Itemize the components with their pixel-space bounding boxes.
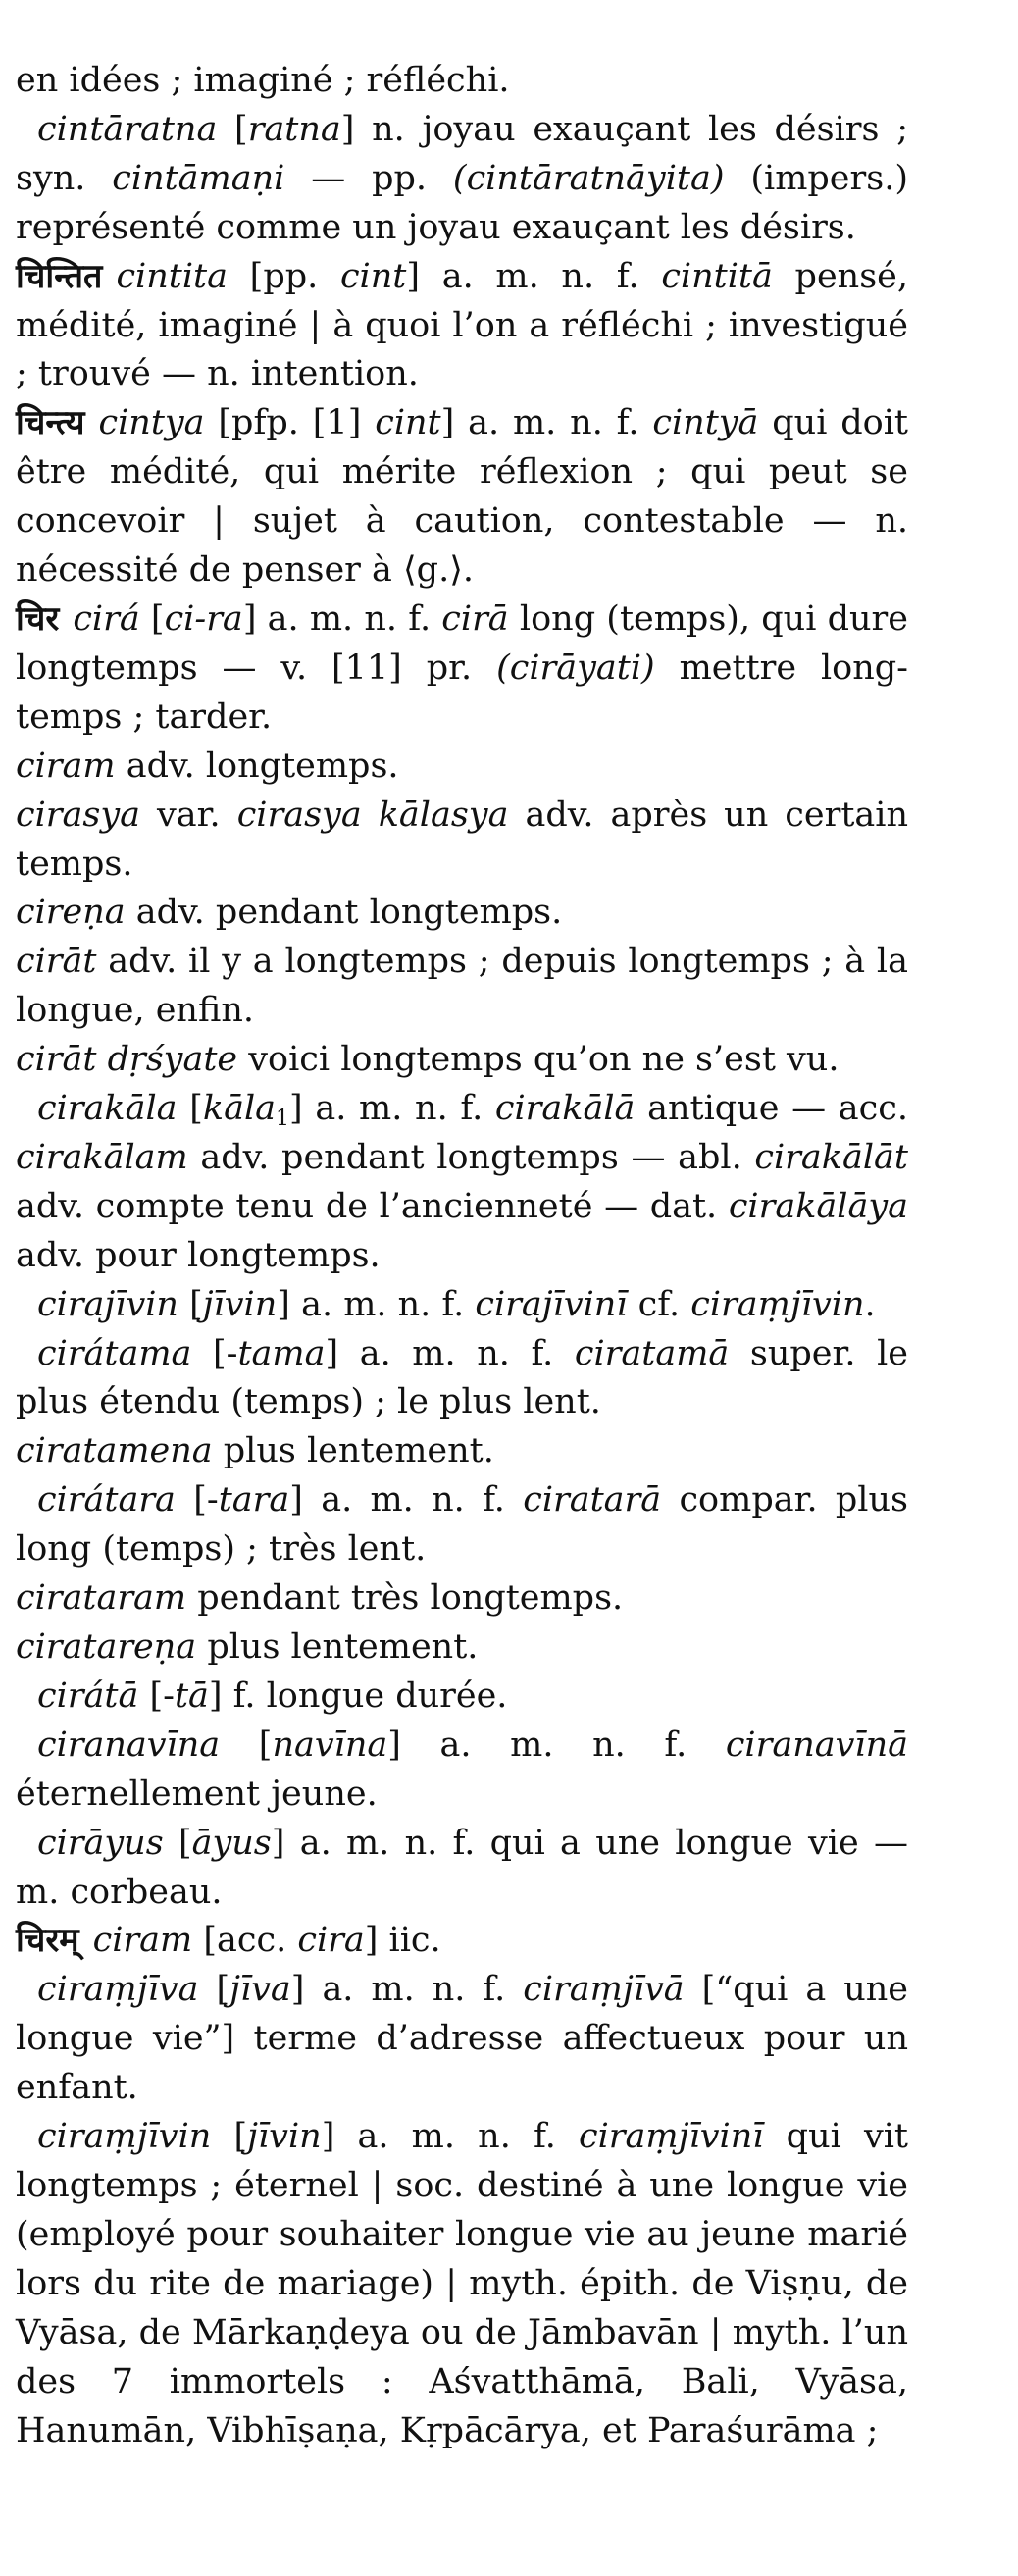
italic-term: cirakāla [37, 1089, 178, 1129]
dictionary-entry [16, 1036, 908, 1085]
text-run: [pfp. [1] [204, 403, 376, 443]
text-run: ] a. m. n. f. [277, 1284, 476, 1324]
italic-term: ciraṃjīvin [690, 1284, 865, 1324]
italic-term: cirā [441, 598, 509, 639]
text-run: plus lentement. [196, 1627, 479, 1667]
text-run: [ [178, 1284, 203, 1324]
text-run: ] a. m. n. f. [440, 403, 653, 443]
italic-term: cirasya [16, 795, 140, 835]
text-run: ] n. joyau exauçant les désirs ; syn. [16, 109, 908, 198]
italic-term: jīvin [202, 1284, 278, 1324]
text-run: super. le plus étendu (temps) ; le plus lent. [16, 1333, 909, 1422]
italic-term: cint [339, 256, 407, 296]
italic-term: ciram [92, 1921, 193, 1961]
italic-term: cirataram [16, 1578, 187, 1619]
dictionary-entry [16, 1427, 908, 1476]
text-run: [acc. [192, 1921, 298, 1961]
text-run: pensé, médité, imaginé | à quoi l’on a réfléchi ; investigué ; trouvé — n. intention. [16, 256, 908, 394]
italic-term: cirāt [16, 942, 97, 982]
subscript-index: 1 [276, 1107, 290, 1132]
italic-term: cirasya kālasya [236, 795, 509, 835]
italic-term: cirakālam [16, 1137, 188, 1177]
text-run: adv. pour longtemps. [16, 1235, 381, 1275]
text-run: adv. longtemps. [115, 746, 399, 786]
dictionary-entry [16, 1574, 908, 1623]
dictionary-entry [16, 253, 908, 400]
text-run: ] a. m. n. f. [290, 1970, 524, 2010]
devanagari-headword: चिर [16, 598, 60, 639]
italic-term: cintya [98, 403, 205, 443]
dictionary-entry [16, 743, 908, 792]
dictionary-entry [16, 1966, 908, 2113]
dictionary-entry [16, 1085, 908, 1281]
text-run: adv. il y a longtemps ; depuis longtemps ; à la longue, enfin. [16, 942, 908, 1031]
text-run: [pp. [227, 256, 340, 296]
italic-term: ciratarā [523, 1480, 662, 1520]
text-run: adv. compte tenu de l’ancienneté — dat. [16, 1186, 729, 1226]
text-run: [- [138, 1675, 175, 1716]
italic-term: cirátama [37, 1333, 192, 1373]
text-run: ] a. m. n. f. [289, 1089, 495, 1129]
italic-term: ci-ra [164, 598, 243, 639]
italic-term: āyus [191, 1823, 272, 1863]
text-run: [ [217, 109, 248, 149]
italic-term: cirāyus [37, 1823, 164, 1863]
italic-term: cireṇa [16, 893, 126, 933]
italic-term: ciraṃjīvinī [578, 2117, 764, 2157]
italic-term: cintyā [652, 403, 759, 443]
text-run: compar. plus long (temps) ; très lent. [16, 1480, 909, 1570]
text-run: ] a. m. n. f. [325, 1333, 575, 1373]
italic-term: cirakālāya [728, 1186, 908, 1226]
italic-term: ciraṃjīvā [523, 1970, 685, 2010]
dictionary-entry [16, 1281, 908, 1330]
italic-term: cintāmaṇi [112, 158, 285, 198]
text-run: [ [177, 1089, 203, 1129]
text-run: — pp. [284, 158, 453, 198]
italic-term: cirajīvinī [475, 1284, 628, 1324]
text-run: (impers.) représenté comme un joyau exauçant les désirs. [16, 158, 908, 247]
dictionary-entry [16, 106, 908, 253]
text-run: [- [191, 1333, 238, 1373]
italic-term: ciratamā [574, 1333, 730, 1373]
devanagari-headword: चिरम् [16, 1921, 79, 1961]
text-run: [- [175, 1480, 219, 1520]
text-run: mettre longtemps ; tarder. [16, 647, 908, 737]
dictionary-entry [16, 1673, 908, 1722]
italic-term: ratna [247, 109, 341, 149]
text-run: [ [139, 598, 165, 639]
text-run: ] a. m. n. f. [406, 256, 662, 296]
devanagari-headword: चिन्तित [16, 256, 103, 296]
italic-term: cirajīvin [37, 1284, 178, 1324]
text-run: éternellement jeune. [16, 1774, 378, 1814]
text-run: [ [163, 1823, 192, 1863]
italic-term: cirá [73, 598, 140, 639]
italic-term: ciranavīnā [725, 1725, 909, 1765]
italic-term: ciraṃjīva [37, 1970, 199, 2010]
text-run: voici longtemps qu’on ne s’est vu. [237, 1040, 840, 1080]
italic-term: cira [297, 1921, 365, 1961]
italic-term: (cirāyati) [496, 647, 655, 688]
text-run: qui doit être médité, qui mérite réflexion ; qui peut se concevoir | sujet à caution, contestable — n. nécessité de penser à ⟨g.⟩. [16, 403, 908, 591]
dictionary-entry [16, 1917, 908, 1966]
dictionary-entry [16, 57, 908, 106]
text-run: cf. [627, 1284, 691, 1324]
dictionary-entry [16, 2113, 908, 2455]
italic-term: cintita [116, 256, 228, 296]
dictionary-column [16, 57, 908, 2455]
italic-term: tā [174, 1675, 209, 1716]
dictionary-entry [16, 1623, 908, 1673]
text-run: ] a. m. n. f. [289, 1480, 524, 1520]
italic-term: ciratamena [16, 1431, 213, 1471]
text-run: adv. pendant longtemps — abl. [187, 1137, 755, 1177]
italic-term: navīna [272, 1725, 388, 1765]
italic-term: tara [218, 1480, 290, 1520]
dictionary-entry [16, 1476, 908, 1574]
text-run: en idées ; imaginé ; réfléchi. [16, 61, 510, 100]
italic-term: ciratareṇa [16, 1627, 197, 1667]
italic-term: ciraṃjīvin [37, 2117, 212, 2157]
italic-term: cint [375, 403, 441, 443]
dictionary-entry [16, 399, 908, 595]
italic-term: jīvin [247, 2117, 322, 2157]
italic-term: ciram [16, 746, 116, 786]
italic-term: cintitā [661, 256, 773, 296]
text-run: [ [198, 1970, 230, 2010]
text-run: antique — acc. [635, 1089, 908, 1129]
dictionary-entry [16, 595, 908, 743]
text-run: qui vit longtemps ; éternel | soc. destiné à une longue vie (employé pour souhaiter longue vie au jeune marié lors du rite de mariage) | myth. épith. de Viṣṇu, de Vyāsa, de Mārkaṇḍeya ou de Jāmbavān | myth. l’un des 7 immortels : Aśvatthāmā, Bali, Vyāsa, Hanumān, Vibhīṣaṇa, Kṛpācārya, et Paraśurāma ; [16, 2117, 908, 2450]
italic-term: jīva [229, 1970, 291, 2010]
italic-term: (cintāratnāyita) [452, 158, 725, 198]
text-run: ] iic. [364, 1921, 441, 1961]
text-run: adv. pendant longtemps. [125, 893, 563, 933]
dictionary-entry [16, 938, 908, 1036]
italic-term: cirāt dṛśyate [16, 1040, 238, 1080]
text-run: ] a. m. n. f. [321, 2117, 579, 2157]
italic-term: cirátā [37, 1675, 139, 1716]
text-run: ] a. m. n. f. [242, 598, 442, 639]
italic-term: cirátara [37, 1480, 176, 1520]
text-run: [ [211, 2117, 248, 2157]
italic-term: cirakālāt [754, 1137, 908, 1177]
text-run: var. [140, 795, 237, 835]
italic-term: kāla [202, 1089, 277, 1129]
dictionary-entry [16, 1820, 908, 1918]
dictionary-entry [16, 889, 908, 938]
text-run: ] f. longue durée. [208, 1675, 508, 1716]
dictionary-entry [16, 1330, 908, 1428]
dictionary-entry [16, 792, 908, 890]
text-run: adv. après un certain temps. [16, 795, 908, 884]
italic-term: ciranavīna [37, 1725, 221, 1765]
italic-term: cirakālā [494, 1089, 636, 1129]
text-run: [ [220, 1725, 273, 1765]
text-run: long (temps), qui dure longtemps — v. [11] pr. [16, 598, 908, 688]
text-run: ] a. m. n. f. qui a une longue vie — m. corbeau. [16, 1823, 908, 1912]
text-run: [“qui a une longue vie”] terme d’adresse affectueux pour un enfant. [16, 1970, 908, 2108]
italic-term: tama [237, 1333, 326, 1373]
italic-term: cintāratna [37, 109, 218, 149]
text-run: plus lentement. [212, 1431, 494, 1471]
devanagari-headword: चिन्त्य [16, 403, 85, 443]
text-run: ] a. m. n. f. [387, 1725, 726, 1765]
text-run: . [864, 1284, 876, 1324]
dictionary-entry [16, 1722, 908, 1820]
text-run: pendant très longtemps. [186, 1578, 624, 1619]
